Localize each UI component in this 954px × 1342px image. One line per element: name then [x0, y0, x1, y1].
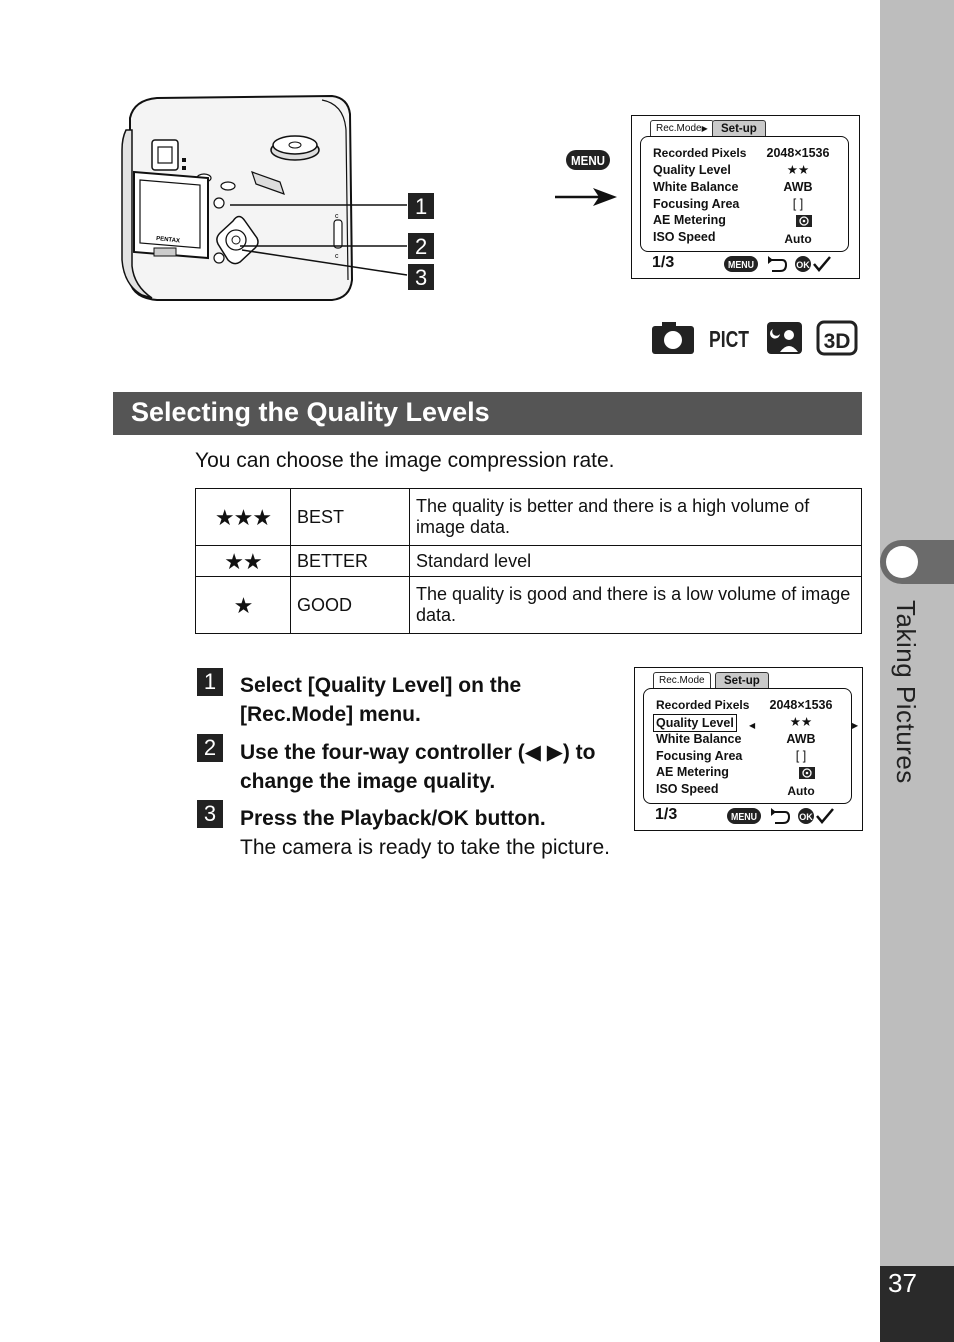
menu-row-focusing-area[interactable]: Focusing Area [ ] [656, 749, 807, 763]
callout-2: 2 [415, 234, 428, 259]
step-1-text: Select [Quality Level] on the [Rec.Mode] menu. [240, 674, 522, 726]
quality-stars: ★★★ [196, 489, 291, 546]
menu-panel [640, 136, 849, 252]
menu-row-quality-level[interactable]: Quality Level ◀ ★★ ▶ [656, 714, 846, 730]
svg-text:PICT: PICT [709, 326, 749, 352]
menu-panel [643, 688, 859, 804]
quality-name: BETTER [291, 546, 410, 577]
menu-row-focusing-area[interactable]: Focusing Area [ ] [653, 197, 804, 211]
step-2-text: Use the four-way controller (◀ ▶) to change the image quality. [240, 741, 596, 793]
menu-row-recorded-pixels[interactable]: Recorded Pixels 2048×1536 [656, 698, 833, 712]
step-3-text: Press the Playback/OK button. The camera is ready to take the picture. [240, 807, 611, 859]
menu-row-quality-level[interactable]: Quality Level ★★ [653, 163, 810, 177]
quality-description: The quality is good and there is a low volume of image data. [410, 577, 862, 634]
callout-3: 3 [415, 265, 428, 290]
multi-segment-metering-icon [798, 766, 816, 780]
side-tab-label: Taking Pictures [891, 600, 921, 784]
menu-row-iso-speed[interactable]: ISO Speed Auto [653, 230, 812, 246]
menu-row-ae-metering[interactable]: AE Metering [653, 212, 843, 228]
return-icon [769, 260, 786, 271]
left-arrow-icon: ◀ [749, 721, 756, 730]
menu-row-white-balance[interactable]: White Balance AWB [656, 732, 816, 746]
svg-text:3D: 3D [823, 330, 851, 353]
selection-highlight: Quality Level [653, 714, 737, 732]
menu-page-indicator: 1/3 [652, 254, 675, 271]
night-portrait-icon [767, 322, 802, 354]
tab-rec-mode[interactable]: Rec.Mode▶ [650, 120, 714, 137]
quality-description: Standard level [410, 546, 862, 577]
menu-screen-quality-selected [634, 667, 863, 831]
side-tab-circle [886, 546, 918, 578]
menu-footer-icons [727, 806, 847, 826]
menu-icon-label: MENU [728, 260, 754, 271]
check-icon [814, 257, 830, 270]
table-row [196, 489, 862, 546]
svg-text:c: c [335, 213, 339, 220]
step-number: 3 [197, 800, 223, 828]
side-tab-label-wrap [880, 600, 954, 820]
tab-set-up[interactable]: Set-up [712, 120, 766, 137]
svg-text:OK: OK [796, 260, 810, 270]
intro-text: You can choose the image compression rate. [195, 449, 615, 472]
section-title: Selecting the Quality Levels [131, 397, 490, 427]
camera-brand: PENTAX [155, 236, 181, 245]
mode-icons [652, 320, 862, 358]
tab-rec-mode[interactable]: Rec.Mode [653, 672, 711, 689]
menu-row-ae-metering[interactable]: AE Metering [656, 764, 846, 780]
multi-segment-metering-icon [795, 214, 813, 228]
quality-name: BEST [291, 489, 410, 546]
menu-row-iso-speed[interactable]: ISO Speed Auto [656, 782, 815, 798]
step-number: 2 [197, 734, 223, 762]
quality-table [195, 488, 862, 634]
pict-icon [709, 326, 749, 352]
table-row [196, 546, 862, 577]
quality-description: The quality is better and there is a high volume of image data. [410, 489, 862, 546]
menu-screen-initial [631, 115, 860, 279]
menu-row-white-balance[interactable]: White Balance AWB [653, 180, 813, 194]
svg-text:c: c [335, 253, 339, 260]
quality-name: GOOD [291, 577, 410, 634]
svg-text:OK: OK [799, 812, 813, 822]
step-number: 1 [197, 668, 223, 696]
menu-button-icon [564, 148, 614, 172]
menu-row-recorded-pixels[interactable]: Recorded Pixels 2048×1536 [653, 146, 830, 160]
tab-set-up[interactable]: Set-up [715, 672, 769, 689]
camera-icon [652, 322, 694, 354]
quality-stars: ★ [196, 577, 291, 634]
camera-illustration [112, 90, 442, 305]
3d-icon [818, 322, 856, 354]
menu-icon-label: MENU [731, 812, 757, 823]
menu-footer-icons [724, 254, 844, 274]
menu-button-label: MENU [571, 153, 605, 168]
right-arrow-icon: ▶ [852, 721, 859, 730]
return-icon [772, 812, 789, 823]
table-row [196, 577, 862, 634]
quality-stars: ★★ [196, 546, 291, 577]
callout-1: 1 [415, 194, 428, 219]
check-icon [817, 809, 833, 822]
menu-page-indicator: 1/3 [655, 806, 678, 823]
right-arrow-icon [553, 186, 619, 208]
page-number: 37 [888, 1268, 917, 1298]
